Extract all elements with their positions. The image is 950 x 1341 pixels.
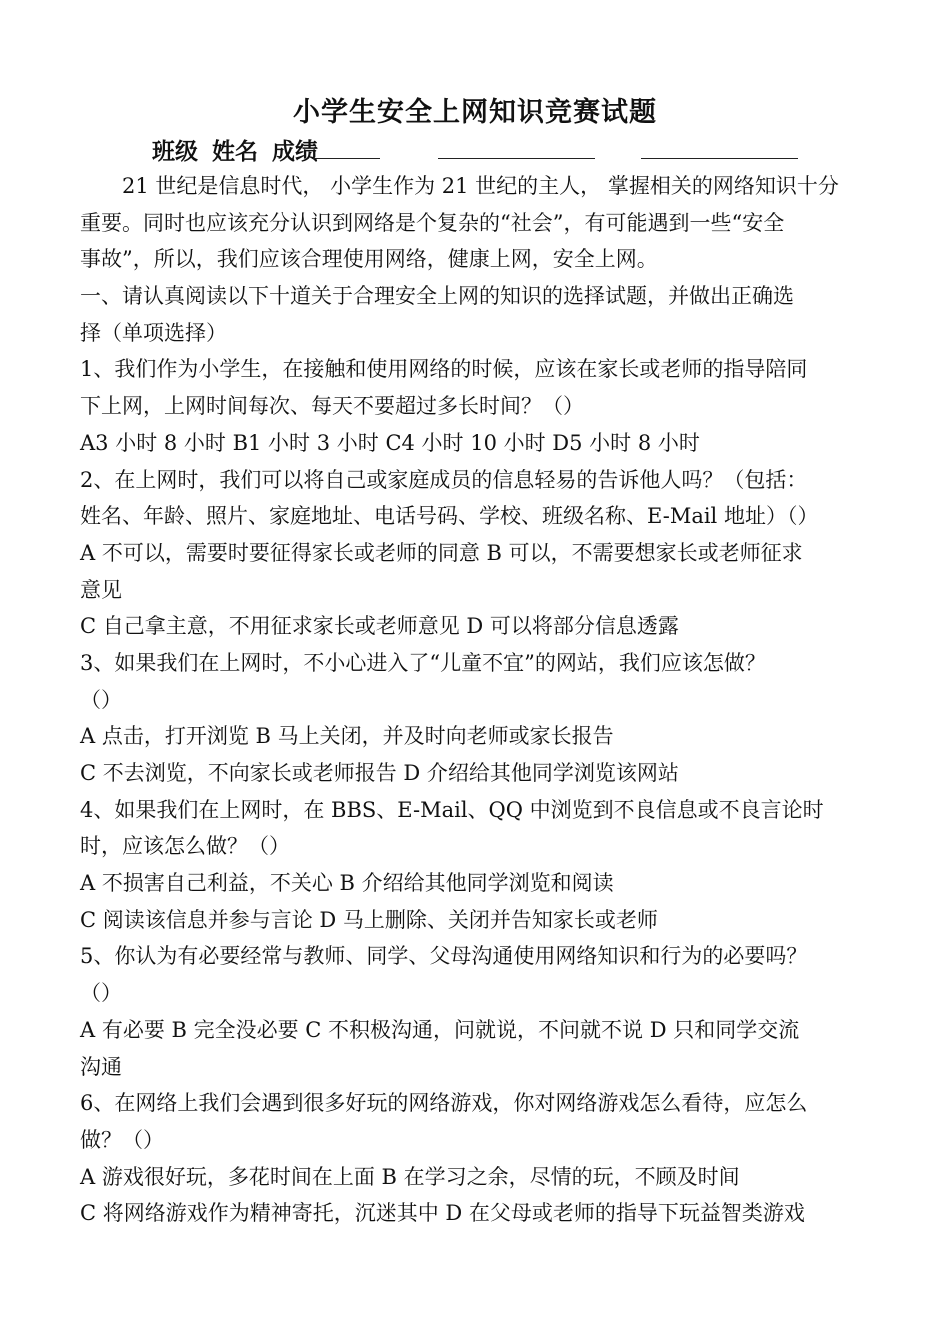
text-line: 沟通 — [80, 1054, 122, 1079]
text-line: 21 世纪是信息时代， 小学生作为 21 世纪的主人， 掌握相关的网络知识十分 — [80, 174, 839, 198]
text-line: C 将网络游戏作为精神寄托，沉迷其中 D 在父母或老师的指导下玩益智类游戏 — [80, 1201, 805, 1226]
text-line: 一、请认真阅读以下十道关于合理安全上网的知识的选择试题，并做出正确选 — [80, 284, 794, 309]
page-title: 小学生安全上网知识竞赛试题 — [293, 97, 657, 128]
text-line: 姓名、年龄、照片、家庭地址、电话号码、学校、班级名称、E-Mail 地址）（） — [80, 504, 819, 529]
text-line: 意见 — [80, 577, 122, 602]
score-label: 成绩 — [272, 139, 319, 165]
blank-line-3 — [641, 158, 798, 159]
text-line: 4、如果我们在上网时，在 BBS、E-Mail、QQ 中浏览到不良信息或不良言论时 — [80, 797, 824, 822]
text-line: 1、我们作为小学生，在接触和使用网络的时候，应该在家长或老师的指导陪同 — [80, 357, 808, 382]
text-line: 5、你认为有必要经常与教师、同学、父母沟通使用网络知识和行为的必要吗？ — [80, 944, 808, 969]
text-line: 时，应该怎么做？（） — [80, 834, 290, 859]
blank-line-2 — [438, 158, 595, 159]
text-line: C 阅读该信息并参与言论 D 马上删除、关闭并告知家长或老师 — [80, 907, 658, 932]
text-line: 下上网，上网时间每次、每天不要超过多长时间？（） — [80, 394, 584, 419]
text-line: 择（单项选择） — [80, 320, 227, 345]
text-line: （） — [80, 687, 122, 712]
text-line: A 点击，打开浏览 B 马上关闭，并及时向老师或家长报告 — [80, 724, 614, 749]
text-line: 事故”，所以，我们应该合理使用网络，健康上网，安全上网。 — [80, 247, 658, 272]
text-line: 做？（） — [80, 1127, 164, 1152]
body-text — [80, 168, 880, 1232]
text-line: A 不可以，需要时要征得家长或老师的同意 B 可以，不需要想家长或老师征求 — [80, 540, 803, 565]
text-line: A 不损害自己利益，不关心 B 介绍给其他同学浏览和阅读 — [80, 871, 614, 896]
text-line: C 自己拿主意，不用征求家长或老师意见 D 可以将部分信息透露 — [80, 614, 679, 639]
name-label: 姓名 — [212, 139, 259, 165]
text-line: 2、在上网时，我们可以将自己或家庭成员的信息轻易的告诉他人吗？（包括： — [80, 467, 808, 492]
text-line: 6、在网络上我们会遇到很多好玩的网络游戏，你对网络游戏怎么看待，应怎么 — [80, 1091, 808, 1116]
text-line: A 有必要 B 完全没必要 C 不积极沟通，问就说，不问就不说 D 只和同学交流 — [80, 1017, 800, 1042]
score-blank-line — [312, 158, 380, 159]
student-info-row — [152, 133, 324, 166]
text-line: 3、如果我们在上网时，不小心进入了“儿童不宜”的网站，我们应该怎做？ — [80, 650, 766, 675]
class-label: 班级 — [152, 139, 198, 165]
text-line: 重要。同时也应该充分认识到网络是个复杂的“社会”，有可能遇到一些“安全 — [80, 210, 785, 235]
text-line: （） — [80, 981, 122, 1006]
text-line: A3 小时 8 小时 B1 小时 3 小时 C4 小时 10 小时 D5 小时 8 小时 — [80, 430, 700, 455]
text-line: C 不去浏览，不向家长或老师报告 D 介绍给其他同学浏览该网站 — [80, 761, 679, 785]
text-line: A 游戏很好玩，多花时间在上面 B 在学习之余，尽情的玩，不顾及时间 — [80, 1164, 740, 1189]
